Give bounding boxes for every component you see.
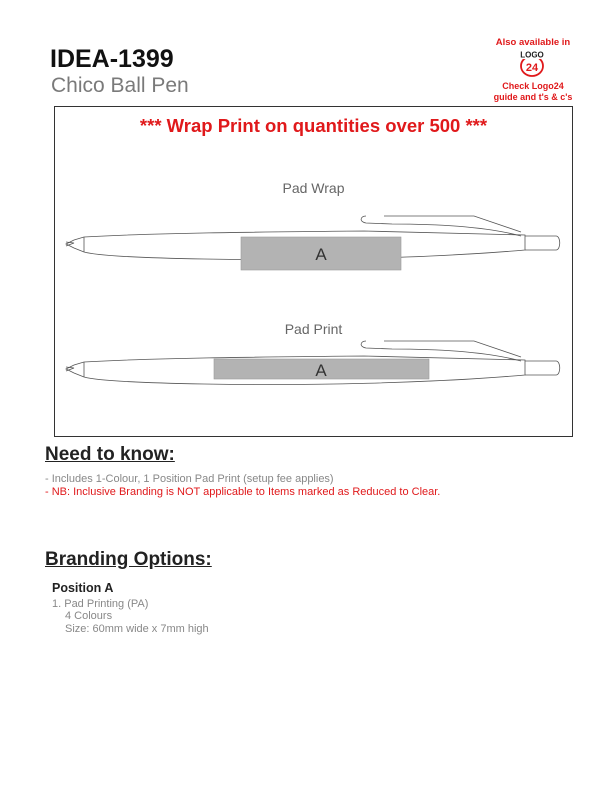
note-nb: - NB: Inclusive Branding is NOT applicable to Items marked as Reduced to Clear. [45, 486, 441, 498]
print-area-wrap-label: A [315, 245, 327, 264]
branding-method: 1. Pad Printing (PA) [52, 598, 149, 610]
logo24-availability-text: Also available in [495, 37, 571, 48]
product-name: Chico Ball Pen [51, 74, 189, 97]
logo24-mark-number: 24 [525, 62, 539, 74]
logo24-mark-top: LOGO [520, 50, 544, 60]
need-to-know-heading: Need to know: [45, 444, 175, 465]
logo24-check-text: Check Logo24 [502, 81, 564, 91]
logo24-badge [478, 36, 588, 104]
note-includes: - Includes 1-Colour, 1 Position Pad Print (setup fee applies) [45, 473, 334, 485]
wrap-print-notice: *** Wrap Print on quantities over 500 *** [139, 115, 488, 136]
branding-size: Size: 60mm wide x 7mm high [65, 623, 209, 635]
position-title: Position A [52, 581, 114, 595]
pad-print-label: Pad Print [284, 321, 343, 337]
print-area-print-label: A [315, 361, 327, 380]
pen-diagrams [54, 106, 573, 437]
branding-colours: 4 Colours [65, 610, 113, 622]
logo24-mark [516, 49, 548, 79]
product-code: IDEA-1399 [50, 45, 174, 73]
pad-wrap-label: Pad Wrap [282, 180, 345, 196]
logo24-guide-text: guide and t's & c's [493, 92, 573, 102]
branding-options-heading: Branding Options: [45, 549, 212, 570]
